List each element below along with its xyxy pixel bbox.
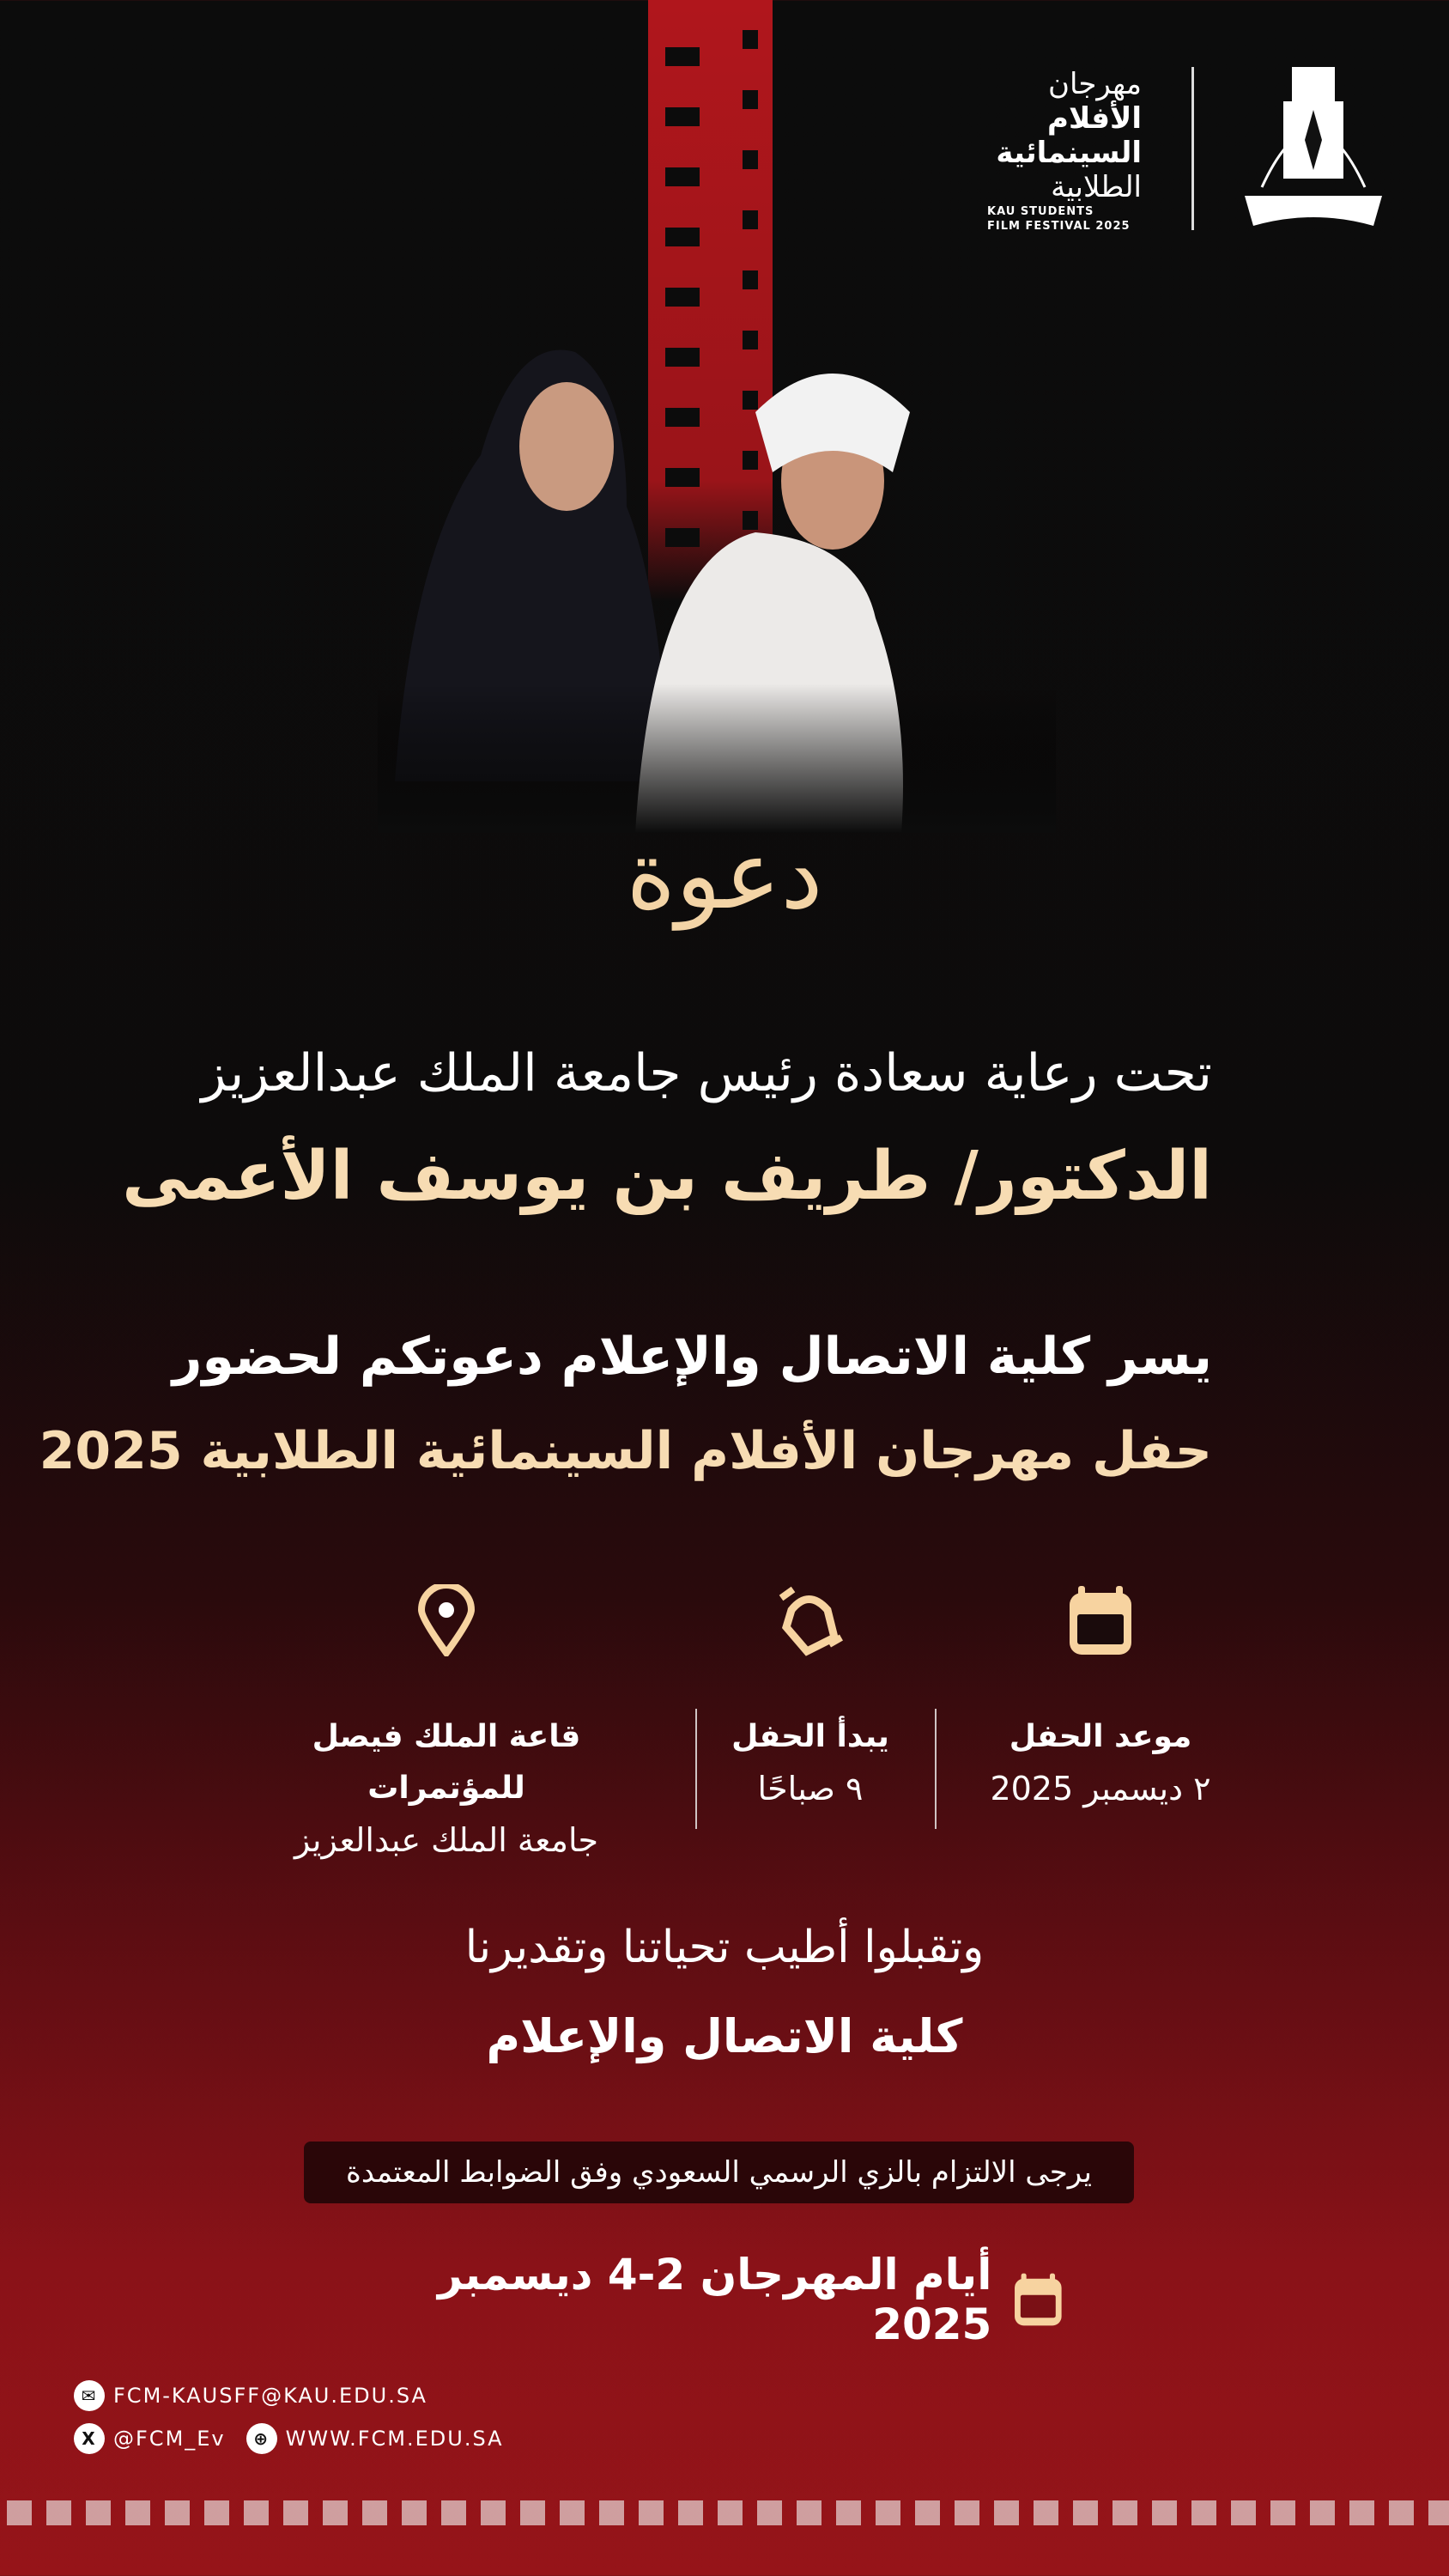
film-square [46, 2500, 71, 2525]
logo-text: الأفلام [1047, 101, 1142, 136]
x-logo-icon: X [74, 2423, 105, 2454]
detail-value: ٢ ديسمبر 2025 [990, 1770, 1211, 1807]
film-square [125, 2500, 150, 2525]
film-square [1349, 2500, 1374, 2525]
globe-icon: ⊕ [246, 2423, 277, 2454]
kau-logo [1236, 58, 1391, 239]
film-square [204, 2500, 229, 2525]
dress-code-note: يرجى الالتزام بالزي الرسمي السعودي وفق الضوابط المعتمدة [304, 2142, 1134, 2203]
film-square [1152, 2500, 1177, 2525]
logo-text: مهرجان [1048, 67, 1142, 101]
film-square [1073, 2500, 1098, 2525]
college-name: كلية الاتصال والإعلام [486, 2009, 963, 2063]
film-square [757, 2500, 782, 2525]
invitation-title: دعوة [626, 820, 823, 930]
logo-text: KAU STUDENTS [987, 205, 1094, 218]
film-square [283, 2500, 308, 2525]
film-square [955, 2500, 979, 2525]
detail-value: ٩ صباحًا [757, 1770, 864, 1807]
logo-text: الطلابية [1051, 170, 1142, 204]
email-text[interactable]: FCM-KAUSFF@KAU.EDU.SA [113, 2384, 427, 2408]
film-square [1191, 2500, 1216, 2525]
film-square [876, 2500, 900, 2525]
film-hole [665, 167, 700, 186]
alarm-bell-icon [774, 1584, 846, 1656]
mail-icon: ✉ [74, 2380, 105, 2411]
film-square [1113, 2500, 1137, 2525]
festival-days [412, 2250, 1064, 2349]
film-square [441, 2500, 466, 2525]
website-link[interactable]: WWW.FCM.EDU.SA [285, 2427, 504, 2451]
invitation-line-1: يسر كلية الاتصال والإعلام دعوتكم لحضور [172, 1327, 1212, 1387]
film-square [1231, 2500, 1256, 2525]
film-square [520, 2500, 545, 2525]
film-square [1428, 2500, 1449, 2525]
film-hole [665, 288, 700, 307]
film-square [718, 2500, 743, 2525]
hosts-photo [378, 335, 1056, 833]
film-hole [665, 228, 700, 246]
logo-divider [1191, 67, 1194, 230]
invitation-line-2: حفل مهرجان الأفلام السينمائية الطلابية 2025 [39, 1421, 1212, 1481]
film-square [560, 2500, 585, 2525]
film-hole [743, 150, 758, 169]
logo-text: FILM FESTIVAL 2025 [987, 220, 1131, 233]
closing-greeting: وتقبلوا أطيب تحياتنا وتقديرنا [464, 1922, 985, 1973]
detail-label: موعد الحفل [1009, 1719, 1192, 1754]
film-square [639, 2500, 664, 2525]
calendar-icon [1012, 2266, 1064, 2333]
film-square [836, 2500, 861, 2525]
film-square [86, 2500, 111, 2525]
detail-time [630, 1584, 991, 1814]
film-square [165, 2500, 190, 2525]
film-square [1270, 2500, 1295, 2525]
festival-days-text: أيام المهرجان 2-4 ديسمبر 2025 [438, 2250, 992, 2349]
film-square [678, 2500, 703, 2525]
festival-logo [987, 67, 1142, 233]
patronage-text: تحت رعاية سعادة رئيس جامعة الملك عبدالعزيز [201, 1043, 1212, 1103]
film-square [599, 2500, 624, 2525]
film-square [1034, 2500, 1058, 2525]
film-square [915, 2500, 940, 2525]
film-square [362, 2500, 387, 2525]
film-hole [743, 270, 758, 289]
film-strip-bottom [0, 2500, 1449, 2526]
divider [695, 1709, 697, 1829]
logo-text: السينمائية [996, 136, 1142, 170]
film-square [481, 2500, 506, 2525]
film-hole [743, 210, 758, 229]
film-square [402, 2500, 427, 2525]
film-square [994, 2500, 1019, 2525]
film-square [7, 2500, 32, 2525]
film-square [244, 2500, 269, 2525]
calendar-icon [1066, 1584, 1135, 1656]
detail-location [266, 1584, 627, 1866]
film-square [797, 2500, 822, 2525]
film-square [1310, 2500, 1335, 2525]
contact-social [74, 2423, 504, 2454]
film-hole [743, 90, 758, 109]
film-hole [665, 107, 700, 126]
detail-label: قاعة الملك فيصل للمؤتمرات [312, 1719, 581, 1806]
location-pin-icon [416, 1584, 476, 1656]
contact-email[interactable] [74, 2380, 427, 2411]
detail-value: جامعة الملك عبدالعزيز [294, 1821, 599, 1859]
film-hole [665, 47, 700, 66]
film-square [323, 2500, 348, 2525]
detail-label: يبدأ الحفل [731, 1719, 889, 1754]
film-hole [743, 30, 758, 49]
president-name: الدكتور/ طريف بن يوسف الأعمى [122, 1138, 1212, 1215]
x-handle-link[interactable]: @FCM_Ev [113, 2427, 226, 2451]
film-square [1389, 2500, 1414, 2525]
